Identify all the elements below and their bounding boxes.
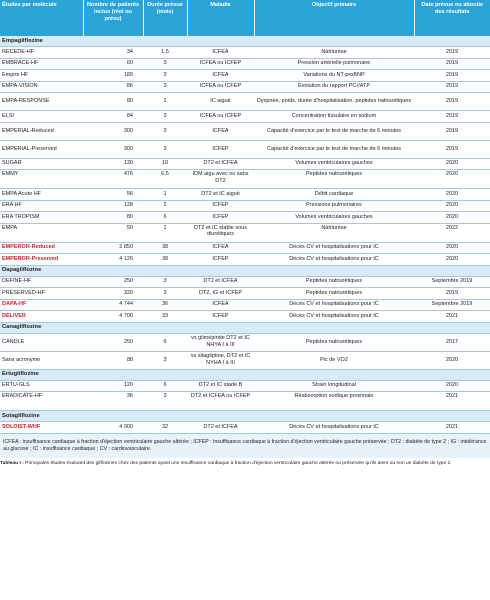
section-header-row xyxy=(0,265,490,276)
table-row xyxy=(0,254,490,266)
disease-cell: DT2 et ICFEA ou ICFEP xyxy=(187,392,254,411)
duration-cell: 10 xyxy=(143,158,187,170)
table-row xyxy=(0,93,490,111)
table-header-row xyxy=(0,0,490,36)
patients-cell: 80 xyxy=(83,212,143,224)
objective-cell: Capacité d'exercice par le test de marche de 6 minutes xyxy=(254,122,414,140)
objective-cell: Décès CV et hospitalisations pour IC xyxy=(254,299,414,311)
objective-cell: Pression artérielle pulmonaire xyxy=(254,58,414,70)
disease-cell: ICFEA xyxy=(187,47,254,59)
objective-cell: Réabsorption sodique proximale xyxy=(254,392,414,411)
disease-cell: ICFEA ou ICFEP xyxy=(187,111,254,123)
objective-cell: Décès CV et hospitalisations pour IC xyxy=(254,422,414,434)
patients-cell: 4 700 xyxy=(83,311,143,323)
disease-cell: DT2 et ICFEA xyxy=(187,276,254,288)
duration-cell: 3 xyxy=(143,70,187,82)
table-row xyxy=(0,122,490,140)
disease-cell: DT2 et IC stade B xyxy=(187,380,254,392)
caption-text: Principales études évaluant des gliflozines chez des patients ayant une insuffisance cardiaque à fraction d'éjection ventriculaire gauche altérée ou préservée qu'ils aient ou non un diabète de type 2. xyxy=(23,460,452,466)
study-cell: PRESERVED-HF xyxy=(0,288,83,300)
duration-cell: 33 xyxy=(143,311,187,323)
study-cell: ERTU-GLS xyxy=(0,380,83,392)
study-cell: ERA TROPISM xyxy=(0,212,83,224)
disease-cell: ICFEA xyxy=(187,299,254,311)
section-title: Canagliflozine xyxy=(0,322,490,333)
patients-cell: 300 xyxy=(83,140,143,158)
section-header-row xyxy=(0,369,490,380)
section-header-row xyxy=(0,36,490,47)
duration-cell: 38 xyxy=(143,254,187,266)
date-cell: 2020 xyxy=(414,380,490,392)
objective-cell: Décès CV et hospitalisations pour IC xyxy=(254,242,414,254)
patients-cell: 250 xyxy=(83,333,143,351)
patients-cell: 2 850 xyxy=(83,242,143,254)
header-disease: Maladie xyxy=(187,0,254,36)
date-cell: 2019 xyxy=(414,122,490,140)
table-row xyxy=(0,311,490,323)
disease-cell: DT2, IG et ICFEP xyxy=(187,288,254,300)
disease-cell: ICFEP xyxy=(187,200,254,212)
disease-cell: vs glimépiride DT2 et IC NHYA I à III xyxy=(187,333,254,351)
duration-cell: 2 xyxy=(143,200,187,212)
table-row xyxy=(0,70,490,82)
disease-cell: ICFEA xyxy=(187,242,254,254)
section-title: Sotagliflozine xyxy=(0,411,490,422)
table-row xyxy=(0,276,490,288)
duration-cell: 3 xyxy=(143,276,187,288)
objective-cell: Pressions pulmonaires xyxy=(254,200,414,212)
duration-cell: 6 xyxy=(143,212,187,224)
header-duration: Durée prévue (mois) xyxy=(143,0,187,36)
table-row xyxy=(0,58,490,70)
objective-cell: Capacité d'exercice par le test de marche de 6 minutes xyxy=(254,140,414,158)
table-row xyxy=(0,111,490,123)
date-cell: 2019 xyxy=(414,70,490,82)
duration-cell: 1 xyxy=(143,189,187,201)
duration-cell: 3 xyxy=(143,122,187,140)
study-cell: Sans acronyme xyxy=(0,351,83,369)
disease-cell: IDM aigu avec ou sans DT2 xyxy=(187,170,254,189)
patients-cell: 50 xyxy=(83,223,143,242)
date-cell: 2020 xyxy=(414,170,490,189)
patients-cell: 4 126 xyxy=(83,254,143,266)
disease-cell: IC aiguë xyxy=(187,93,254,111)
study-cell: EMPA Acute HF xyxy=(0,189,83,201)
date-cell: 2019 xyxy=(414,81,490,93)
duration-cell: 32 xyxy=(143,422,187,434)
disease-cell: vs sitagliptine, DT2 et IC NYHA I à III xyxy=(187,351,254,369)
duration-cell: 3 xyxy=(143,111,187,123)
patients-cell: 320 xyxy=(83,288,143,300)
table-row xyxy=(0,422,490,434)
objective-cell: Volumes ventriculaires gauches xyxy=(254,158,414,170)
date-cell: 2019 xyxy=(414,140,490,158)
duration-cell: 3 xyxy=(143,392,187,411)
objective-cell: Peptides natriurétiques xyxy=(254,170,414,189)
table-row xyxy=(0,242,490,254)
study-cell: Empire HF xyxy=(0,70,83,82)
section-title: Ertugliflozine xyxy=(0,369,490,380)
patients-cell: 60 xyxy=(83,58,143,70)
disease-cell: DT2 et IC stable sous diurétiques xyxy=(187,223,254,242)
date-cell: 2021 xyxy=(414,311,490,323)
patients-cell: 300 xyxy=(83,122,143,140)
date-cell: 2020 xyxy=(414,351,490,369)
study-cell: DELIVER xyxy=(0,311,83,323)
objective-cell: Peptides natriurétiques xyxy=(254,276,414,288)
disease-cell: ICFEP xyxy=(187,254,254,266)
patients-cell: 36 xyxy=(83,392,143,411)
disease-cell: ICFEP xyxy=(187,212,254,224)
study-cell: EMMY xyxy=(0,170,83,189)
header-patients: Nombre de patients inclus (réel ou prévu) xyxy=(83,0,143,36)
study-cell: DAPA-HF xyxy=(0,299,83,311)
duration-cell: 36 xyxy=(143,299,187,311)
study-cell: ERA HF xyxy=(0,200,83,212)
objective-cell: Pic de VO2 xyxy=(254,351,414,369)
patients-cell: 88 xyxy=(83,351,143,369)
study-cell: ERADICATE-HF xyxy=(0,392,83,411)
table-row xyxy=(0,392,490,411)
date-cell: 2019 xyxy=(414,288,490,300)
objective-cell: Volumes ventriculaires gauches xyxy=(254,212,414,224)
duration-cell: 1,5 xyxy=(143,47,187,59)
study-cell: EMPA-VISION xyxy=(0,81,83,93)
disease-cell: DT2 et IC aiguë xyxy=(187,189,254,201)
study-cell: RECEDE-HF xyxy=(0,47,83,59)
date-cell: 2020 xyxy=(414,189,490,201)
study-cell: EMPA xyxy=(0,223,83,242)
header-objective: Objectif primaire xyxy=(254,0,414,36)
disease-cell: ICFEA ou ICFEP xyxy=(187,58,254,70)
date-cell: Septembre 2019 xyxy=(414,299,490,311)
section-title: Dapagliflozine xyxy=(0,265,490,276)
section-header-row xyxy=(0,322,490,333)
objective-cell: Dyspnée, poids, durée d'hospitalisation, peptides natriurétiques xyxy=(254,93,414,111)
objective-cell: Débit cardiaque xyxy=(254,189,414,201)
date-cell: 2020 xyxy=(414,158,490,170)
objective-cell: Variations du NT-proBNP xyxy=(254,70,414,82)
objective-cell: Décès CV et hospitalisations pour IC xyxy=(254,311,414,323)
header-study: Études par molécule xyxy=(0,0,83,36)
section-header-row xyxy=(0,411,490,422)
objective-cell: Natriurèse xyxy=(254,223,414,242)
table-row xyxy=(0,223,490,242)
patients-cell: 130 xyxy=(83,158,143,170)
patients-cell: 120 xyxy=(83,380,143,392)
date-cell: 2019 xyxy=(414,111,490,123)
date-cell: 2019 xyxy=(414,58,490,70)
date-cell: 2021 xyxy=(414,392,490,411)
date-cell: 2022 xyxy=(414,223,490,242)
table-row xyxy=(0,200,490,212)
duration-cell: 6 xyxy=(143,380,187,392)
patients-cell: 128 xyxy=(83,200,143,212)
study-cell: EMPA-RESPONSE xyxy=(0,93,83,111)
objective-cell: Peptides natriurétiques xyxy=(254,288,414,300)
table-row xyxy=(0,158,490,170)
objective-cell: Strain longitudinal xyxy=(254,380,414,392)
caption-label: Tableau I : xyxy=(0,460,24,466)
patients-cell: 84 xyxy=(83,111,143,123)
patients-cell: 4 000 xyxy=(83,422,143,434)
date-cell: 2020 xyxy=(414,242,490,254)
study-cell: SOLOIST-WHF xyxy=(0,422,83,434)
table-row xyxy=(0,170,490,189)
duration-cell: 1 xyxy=(143,93,187,111)
date-cell: Septembre 2019 xyxy=(414,276,490,288)
table-body xyxy=(0,36,490,433)
study-cell: ELSI xyxy=(0,111,83,123)
date-cell: 2019 xyxy=(414,47,490,59)
objective-cell: Natriurèse xyxy=(254,47,414,59)
table-row xyxy=(0,140,490,158)
table-row xyxy=(0,189,490,201)
disease-cell: ICFEP xyxy=(187,311,254,323)
table-row xyxy=(0,333,490,351)
study-cell: CANDLE xyxy=(0,333,83,351)
section-title: Empagliflozine xyxy=(0,36,490,47)
objective-cell: Concentration tissulaire en sodium xyxy=(254,111,414,123)
date-cell: 2020 xyxy=(414,212,490,224)
patients-cell: 80 xyxy=(83,93,143,111)
objective-cell: Décès CV et hospitalisations pour IC xyxy=(254,254,414,266)
disease-cell: ICFEA ou ICFEP xyxy=(187,81,254,93)
disease-cell: DT2 et ICFEA xyxy=(187,158,254,170)
disease-cell: ICFEA xyxy=(187,122,254,140)
abbreviations-footnote: ICFEA : insuffisance cardiaque à fraction d'éjection ventriculaire gauche altérée ; ICFEP : insuffisance cardiaque à fraction d'éjection ventriculaire gauche préservée ; DT2 : diabète de type 2 ; IG : intolérance au glucose ; IC : insuffisance cardiaque ; CV : cardiovasculaire. xyxy=(0,433,490,458)
table-row xyxy=(0,81,490,93)
disease-cell: DT2 et ICFEA xyxy=(187,422,254,434)
date-cell: 2021 xyxy=(414,422,490,434)
patients-cell: 86 xyxy=(83,81,143,93)
study-cell: EMPERIAL-Preserved xyxy=(0,140,83,158)
footnote-row xyxy=(0,433,490,458)
table-row xyxy=(0,212,490,224)
duration-cell: 3 xyxy=(143,81,187,93)
header-date: Date prévue ou aboutie des résultats xyxy=(414,0,490,36)
patients-cell: 4 744 xyxy=(83,299,143,311)
disease-cell: ICFEP xyxy=(187,140,254,158)
table-caption xyxy=(0,458,490,467)
duration-cell: 3 xyxy=(143,58,187,70)
table-row xyxy=(0,47,490,59)
patients-cell: 34 xyxy=(83,47,143,59)
duration-cell: 6,5 xyxy=(143,170,187,189)
duration-cell: 3 xyxy=(143,140,187,158)
patients-cell: 476 xyxy=(83,170,143,189)
disease-cell: ICFEA xyxy=(187,70,254,82)
table-row xyxy=(0,351,490,369)
study-cell: EMPERIAL-Reduced xyxy=(0,122,83,140)
duration-cell: 6 xyxy=(143,333,187,351)
date-cell: 2017 xyxy=(414,333,490,351)
duration-cell: 1 xyxy=(143,223,187,242)
study-cell: EMPEROR-Reduced xyxy=(0,242,83,254)
study-cell: EMPEROR-Preserved xyxy=(0,254,83,266)
table-row xyxy=(0,288,490,300)
date-cell: 2020 xyxy=(414,254,490,266)
duration-cell: 3 xyxy=(143,288,187,300)
patients-cell: 189 xyxy=(83,70,143,82)
table-row xyxy=(0,299,490,311)
patients-cell: 250 xyxy=(83,276,143,288)
table-row xyxy=(0,380,490,392)
duration-cell: 3 xyxy=(143,351,187,369)
date-cell: 2019 xyxy=(414,93,490,111)
objective-cell: Peptides natriurétiques xyxy=(254,333,414,351)
study-cell: SUGAR xyxy=(0,158,83,170)
study-cell: DEFINE-HF xyxy=(0,276,83,288)
date-cell: 2020 xyxy=(414,200,490,212)
duration-cell: 38 xyxy=(143,242,187,254)
patients-cell: 56 xyxy=(83,189,143,201)
objective-cell: Évolution du rapport PCr/ATP xyxy=(254,81,414,93)
study-cell: EMBRACE-HF xyxy=(0,58,83,70)
